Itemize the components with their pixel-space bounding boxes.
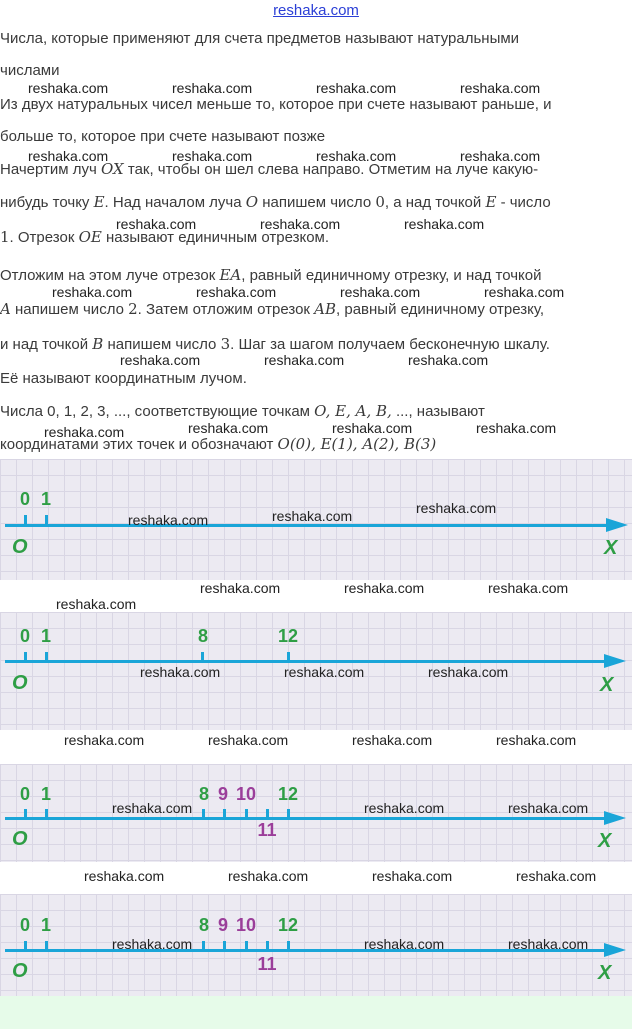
watermark: reshaka.com bbox=[476, 420, 557, 436]
watermark: reshaka.com bbox=[332, 420, 413, 436]
text-fragment: , а над точкой bbox=[384, 194, 486, 211]
text-fragment: , равный единичному отрезку, и над точкой bbox=[241, 267, 542, 284]
label-0: 0 bbox=[19, 784, 31, 804]
watermark: reshaka.com bbox=[316, 80, 397, 96]
text-fragment: напишем число bbox=[258, 194, 376, 211]
label-8: 8 bbox=[198, 915, 210, 935]
math-number: 1 bbox=[0, 228, 10, 246]
tick-10 bbox=[245, 809, 248, 820]
label-11: 11 bbox=[257, 820, 277, 840]
label-10: 10 bbox=[235, 915, 257, 935]
math-number: 0 bbox=[375, 193, 385, 211]
tick-8 bbox=[201, 652, 204, 663]
tick-0 bbox=[24, 809, 27, 820]
math-points: O, E, A, B, bbox=[314, 402, 392, 420]
tick-10 bbox=[245, 941, 248, 952]
text-line-2: числами bbox=[0, 62, 60, 79]
text-line-1: Числа, которые применяют для счета предметов называют натуральными bbox=[0, 30, 520, 47]
text-fragment: напишем число bbox=[103, 336, 221, 353]
watermark: reshaka.com bbox=[264, 352, 345, 368]
watermark: reshaka.com bbox=[112, 936, 193, 952]
math-segment: AB bbox=[314, 300, 337, 318]
math-point: B bbox=[92, 335, 104, 353]
text-fragment: Отложим на этом луче отрезок bbox=[0, 267, 220, 284]
watermark: reshaka.com bbox=[460, 148, 541, 164]
tick-0 bbox=[24, 515, 27, 526]
watermark: reshaka.com bbox=[200, 580, 281, 596]
text-line-9 bbox=[0, 300, 544, 318]
watermark: reshaka.com bbox=[140, 664, 221, 680]
watermark: reshaka.com bbox=[64, 732, 145, 748]
watermark: reshaka.com bbox=[352, 732, 433, 748]
tick-12 bbox=[287, 652, 290, 663]
watermark: reshaka.com bbox=[416, 500, 497, 516]
label-1: 1 bbox=[40, 489, 52, 509]
watermark: reshaka.com bbox=[372, 868, 453, 884]
label-12: 12 bbox=[277, 626, 299, 646]
label-9: 9 bbox=[217, 784, 229, 804]
tick-0 bbox=[24, 941, 27, 952]
text-fragment: . Шаг за шагом получаем бесконечную шкалу. bbox=[230, 336, 550, 353]
tick-11 bbox=[266, 809, 269, 820]
bottom-strip bbox=[0, 996, 632, 1029]
math-ray-ox: OX bbox=[100, 160, 124, 178]
text-fragment: - число bbox=[496, 194, 551, 211]
label-8: 8 bbox=[198, 784, 210, 804]
label-1: 1 bbox=[40, 626, 52, 646]
tick-1 bbox=[45, 941, 48, 952]
label-0: 0 bbox=[19, 915, 31, 935]
watermark: reshaka.com bbox=[112, 800, 193, 816]
text-fragment: . Над началом луча bbox=[104, 194, 246, 211]
tick-12 bbox=[287, 809, 290, 820]
watermark: reshaka.com bbox=[272, 508, 353, 524]
ray-arrowhead bbox=[604, 811, 626, 825]
text-fragment: . Отрезок bbox=[9, 229, 79, 246]
tick-1 bbox=[45, 652, 48, 663]
label-1: 1 bbox=[40, 915, 52, 935]
axis-label: X bbox=[598, 962, 612, 984]
tick-12 bbox=[287, 941, 290, 952]
tick-0 bbox=[24, 652, 27, 663]
text-fragment: Начертим луч bbox=[0, 161, 101, 178]
origin-label: O bbox=[12, 828, 28, 850]
ray-line bbox=[5, 660, 610, 663]
label-10: 10 bbox=[235, 784, 257, 804]
watermark: reshaka.com bbox=[56, 596, 137, 612]
watermark: reshaka.com bbox=[28, 148, 109, 164]
watermark: reshaka.com bbox=[52, 284, 133, 300]
label-0: 0 bbox=[19, 489, 31, 509]
watermark: reshaka.com bbox=[44, 424, 125, 440]
text-fragment: так, чтобы он шел слева направо. Отметим на луче какую- bbox=[123, 161, 539, 178]
tick-1 bbox=[45, 515, 48, 526]
text-fragment: , равный единичному отрезку, bbox=[336, 301, 545, 318]
watermark: reshaka.com bbox=[28, 80, 109, 96]
math-coordinates: O(0), E(1), A(2), B(3) bbox=[277, 435, 437, 453]
text-fragment: называют единичным отрезком. bbox=[101, 229, 330, 246]
ray-line bbox=[5, 524, 610, 527]
math-segment: OE bbox=[78, 228, 102, 246]
watermark: reshaka.com bbox=[484, 284, 565, 300]
tick-8 bbox=[202, 809, 205, 820]
watermark: reshaka.com bbox=[84, 868, 165, 884]
watermark: reshaka.com bbox=[364, 800, 445, 816]
text-line-12 bbox=[0, 402, 485, 420]
watermark: reshaka.com bbox=[172, 80, 253, 96]
watermark: reshaka.com bbox=[508, 800, 589, 816]
text-fragment: координатами этих точек и обозначают bbox=[0, 436, 278, 453]
label-8: 8 bbox=[197, 626, 209, 646]
watermark: reshaka.com bbox=[120, 352, 201, 368]
watermark: reshaka.com bbox=[260, 216, 341, 232]
watermark: reshaka.com bbox=[188, 420, 269, 436]
watermark: reshaka.com bbox=[196, 284, 277, 300]
origin-label: O bbox=[12, 536, 28, 558]
axis-label: X bbox=[604, 537, 618, 559]
tick-9 bbox=[223, 809, 226, 820]
text-line-8 bbox=[0, 266, 541, 284]
math-number: 3 bbox=[220, 335, 231, 353]
text-line-10 bbox=[0, 335, 550, 353]
watermark: reshaka.com bbox=[428, 664, 509, 680]
math-point: E bbox=[93, 193, 105, 211]
ray-arrowhead bbox=[604, 943, 626, 957]
label-12: 12 bbox=[277, 784, 299, 804]
watermark: reshaka.com bbox=[508, 936, 589, 952]
watermark: reshaka.com bbox=[496, 732, 577, 748]
watermark: reshaka.com bbox=[128, 512, 209, 528]
watermark: reshaka.com bbox=[316, 148, 397, 164]
tick-11 bbox=[266, 941, 269, 952]
axis-label: X bbox=[598, 830, 612, 852]
text-line-6 bbox=[0, 193, 551, 211]
watermark: reshaka.com bbox=[364, 936, 445, 952]
math-point: A bbox=[0, 300, 11, 318]
watermark: reshaka.com bbox=[228, 868, 309, 884]
watermark: reshaka.com bbox=[460, 80, 541, 96]
math-point: O bbox=[245, 193, 259, 211]
watermark: reshaka.com bbox=[516, 868, 597, 884]
ray-arrowhead bbox=[606, 518, 628, 532]
tick-8 bbox=[202, 941, 205, 952]
watermark: reshaka.com bbox=[208, 732, 289, 748]
watermark: reshaka.com bbox=[116, 216, 197, 232]
text-fragment: нибудь точку bbox=[0, 194, 94, 211]
label-1: 1 bbox=[40, 784, 52, 804]
watermark: reshaka.com bbox=[488, 580, 569, 596]
axis-label: X bbox=[600, 674, 614, 696]
tick-1 bbox=[45, 809, 48, 820]
watermark: reshaka.com bbox=[172, 148, 253, 164]
label-11: 11 bbox=[257, 954, 277, 974]
math-number: 2 bbox=[128, 300, 138, 318]
label-12: 12 bbox=[277, 915, 299, 935]
text-fragment: ..., называют bbox=[391, 403, 485, 420]
ray-line bbox=[5, 817, 610, 820]
label-9: 9 bbox=[217, 915, 229, 935]
math-point: E bbox=[485, 193, 497, 211]
text-fragment: . Затем отложим отрезок bbox=[137, 301, 315, 318]
watermark: reshaka.com bbox=[284, 664, 365, 680]
text-line-11: Её называют координатным лучом. bbox=[0, 370, 247, 387]
math-segment: EA bbox=[219, 266, 242, 284]
label-0: 0 bbox=[19, 626, 31, 646]
tick-9 bbox=[223, 941, 226, 952]
origin-label: O bbox=[12, 960, 28, 982]
watermark: reshaka.com bbox=[340, 284, 421, 300]
site-header-link[interactable]: reshaka.com bbox=[273, 2, 359, 19]
text-line-3: Из двух натуральных чисел меньше то, которое при счете называют раньше, и bbox=[0, 96, 552, 113]
watermark: reshaka.com bbox=[408, 352, 489, 368]
text-fragment: напишем число bbox=[10, 301, 129, 318]
text-fragment: Числа 0, 1, 2, 3, ..., соответствующие точкам bbox=[0, 403, 315, 420]
watermark: reshaka.com bbox=[404, 216, 485, 232]
origin-label: O bbox=[12, 672, 28, 694]
text-fragment: и над точкой bbox=[0, 336, 93, 353]
watermark: reshaka.com bbox=[344, 580, 425, 596]
text-line-4: больше то, которое при счете называют позже bbox=[0, 128, 326, 145]
ray-arrowhead bbox=[604, 654, 626, 668]
